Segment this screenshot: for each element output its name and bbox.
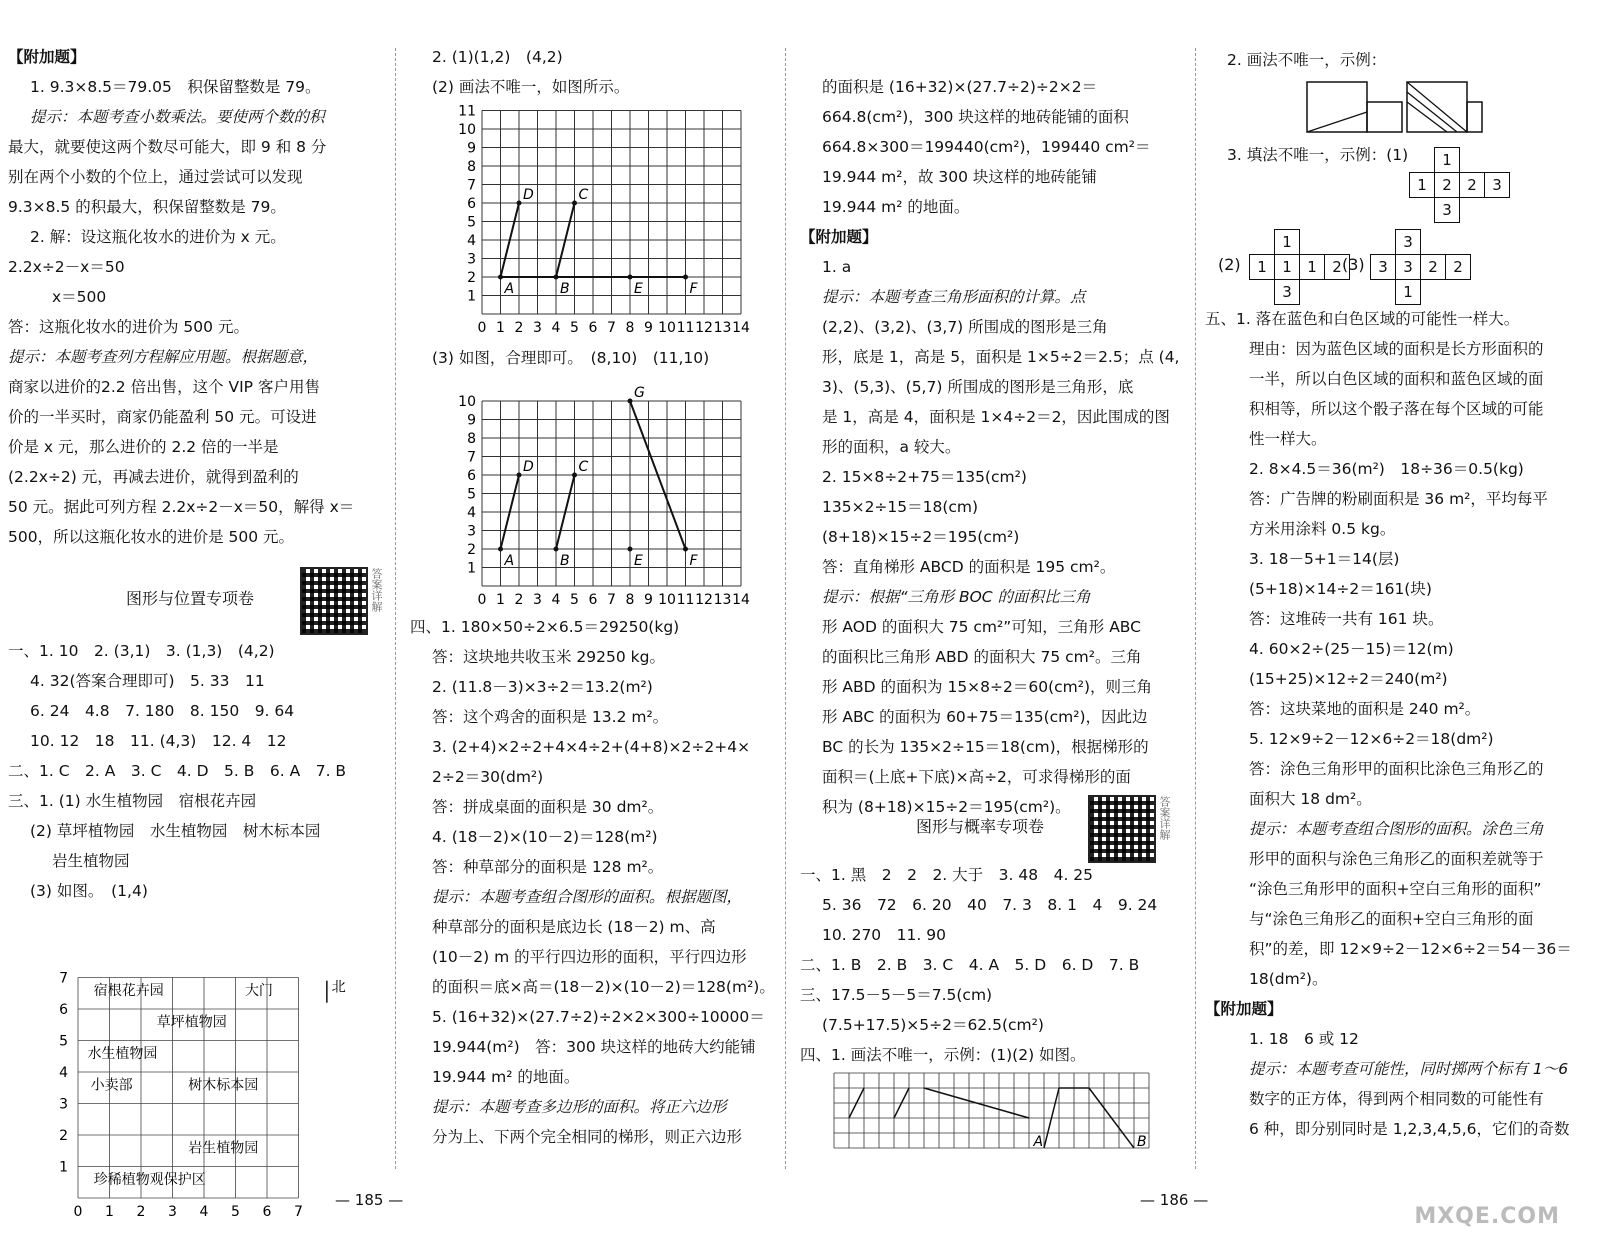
map-x-tick: 4 — [199, 1204, 209, 1220]
text-line: 2. 解：设这瓶化妆水的进价为 x 元。 — [30, 228, 286, 246]
page-number-text: 186 — [1159, 1191, 1189, 1209]
map-x-tick: 6 — [262, 1204, 272, 1220]
map-place-label: 珍稀植物观保护区 — [93, 1172, 206, 1189]
text-line: 面积大 18 dm²。 — [1249, 790, 1372, 808]
x-tick-label: 2 — [514, 320, 524, 336]
column-2b — [410, 612, 780, 1152]
col4-fill-heading: 3. 填法不唯一，示例：(1) — [1227, 146, 1409, 164]
text-line: (15+25)×12÷2＝240(m²) — [1249, 670, 1448, 688]
map-place-label: 树木标本园 — [188, 1077, 259, 1094]
map-y-tick: 2 — [59, 1128, 68, 1144]
text-line: 10. 270 11. 90 — [822, 926, 946, 944]
x-tick-label: 11 — [676, 592, 695, 608]
y-tick-label: 6 — [467, 468, 476, 484]
column-2 — [410, 42, 780, 102]
text-line: 提示：本题考查多边形的面积。将正六边形 — [432, 1098, 727, 1116]
text-line: 与“涂色三角形乙的面积+空白三角形的面 — [1249, 910, 1534, 928]
text-line: 3. (2+4)×2÷2+4×4÷2+(4+8)×2÷2+4× — [432, 738, 751, 756]
net-cell: 3 — [1484, 172, 1510, 198]
point-marker — [498, 547, 503, 552]
column-3b — [800, 860, 1190, 1070]
point-label: G — [634, 385, 645, 401]
text-line: 9.3×8.5 的积最大，积保留整数是 79。 — [8, 198, 286, 216]
text-line: 6. 24 4.8 7. 180 8. 150 9. 64 — [30, 702, 295, 720]
text-line: 商家以进价的2.2 倍出售，这个 VIP 客户用售 — [8, 378, 320, 396]
text-line: 5. 36 72 6. 20 40 7. 3 8. 1 4 9. 24 — [822, 896, 1158, 914]
x-tick-label: 3 — [533, 320, 542, 336]
text-line: 积”的差，即 12×9÷2－12×6÷2＝54－36＝ — [1249, 940, 1572, 958]
y-tick-label: 5 — [467, 486, 476, 503]
text-line: “涂色三角形甲的面积+空白三角形的面积” — [1249, 880, 1542, 898]
point-label: E — [634, 553, 643, 569]
text-line: 面积＝(上底+下底)×高÷2，可求得梯形的面 — [822, 768, 1131, 786]
text-line: 提示：本题考查三角形面积的计算。点 — [822, 288, 1086, 306]
column-1 — [8, 42, 390, 552]
net-cell: 2 — [1324, 254, 1350, 280]
text-line: 三、17.5－5－5＝7.5(cm) — [800, 986, 993, 1004]
net-cell: 2 — [1420, 254, 1446, 280]
text-line: 答：这堆砖一共有 161 块。 — [1249, 610, 1444, 628]
text-line: 二、1. C 2. A 3. C 4. D 5. B 6. A 7. B — [8, 762, 347, 780]
x-tick-label: 11 — [676, 320, 695, 336]
map-y-tick: 3 — [59, 1096, 68, 1113]
text-line: 的面积＝底×高＝(18－2)×(10－2)＝128(m²)。 — [432, 978, 775, 996]
net-cell: 3 — [1395, 254, 1421, 280]
text-line: 形 ABC 的面积为 60+75＝135(cm²)，因此边 — [822, 708, 1148, 726]
text-line: 答：涂色三角形甲的面积比涂色三角形乙的 — [1249, 760, 1544, 778]
text-line: 2. (11.8－3)×3÷2＝13.2(m²) — [432, 678, 653, 696]
map-x-tick: 7 — [294, 1204, 303, 1220]
point-label: B — [1137, 1134, 1147, 1150]
net-cell: 1 — [1274, 254, 1300, 280]
y-tick-label: 8 — [467, 431, 476, 447]
page-number-right: — 186 — — [1140, 1191, 1209, 1209]
map-x-tick: 5 — [231, 1204, 240, 1220]
net-cell: 2 — [1445, 254, 1471, 280]
map-x-tick: 2 — [136, 1204, 146, 1220]
text-line: 分为上、下两个完全相同的梯形，则正六边形 — [432, 1128, 743, 1146]
text-line: 2. (1)(1,2) (4,2) — [432, 48, 563, 66]
x-tick-label: 3 — [533, 592, 542, 608]
text-line: 答：拼成桌面的面积是 30 dm²。 — [432, 798, 664, 816]
text-line: 1. a — [822, 258, 852, 276]
text-line: 500，所以这瓶化妆水的进价是 500 元。 — [8, 528, 295, 546]
x-tick-label: 1 — [496, 592, 505, 608]
map-place-label: 岩生植物园 — [188, 1140, 259, 1157]
x-tick-label: 0 — [477, 592, 487, 608]
x-tick-label: 9 — [644, 320, 653, 336]
text-line: (2.2x÷2) 元，再减去进价，就得到盈利的 — [8, 468, 299, 486]
y-tick-label: 11 — [458, 103, 476, 120]
text-line: 2. 画法不唯一，示例： — [1227, 51, 1387, 69]
text-line: 理由：因为蓝色区域的面积是长方形面积的 — [1249, 340, 1544, 358]
text-line: 别在两个小数的个位上，通过尝试可以发现 — [8, 168, 303, 186]
text-line: 4. 32(答案合理即可) 5. 33 11 — [30, 672, 265, 690]
text-line: 积相等，所以这个骰子落在每个区域的可能 — [1249, 400, 1544, 418]
text-line: 4. 60×2÷(25－15)＝12(m) — [1249, 640, 1454, 658]
x-tick-label: 7 — [607, 592, 616, 608]
y-tick-label: 3 — [467, 523, 476, 540]
text-line: 一、1. 10 2. (3,1) 3. (1,3) (4,2) — [8, 642, 275, 660]
x-tick-label: 4 — [551, 320, 561, 336]
text-line: 50 元。据此可列方程 2.2x÷2－x＝50，解得 x＝ — [8, 498, 355, 516]
point-marker — [517, 201, 522, 206]
point-label: A — [1033, 1134, 1044, 1150]
x-tick-label: 13 — [713, 320, 732, 336]
qr-code — [300, 567, 368, 635]
text-line: 提示：根据“三角形 BOC 的面积比三角 — [822, 588, 1091, 606]
point-label: C — [578, 187, 589, 203]
map-y-tick: 6 — [59, 1002, 68, 1018]
map-y-tick: 1 — [59, 1159, 68, 1176]
text-line: 岩生植物园 — [52, 852, 130, 870]
column-4 — [1205, 45, 1590, 75]
net-cell: 2 — [1434, 172, 1460, 198]
text-line: 664.8(cm²)，300 块这样的地砖能铺的面积 — [822, 108, 1129, 126]
net-cell: 1 — [1434, 147, 1460, 173]
net-cell: 1 — [1395, 279, 1421, 305]
y-tick-label: 3 — [467, 251, 476, 268]
x-tick-label: 10 — [658, 320, 676, 336]
y-tick-label: 4 — [467, 505, 476, 521]
x-tick-label: 5 — [570, 592, 579, 608]
text-line: 提示：本题考查列方程解应用题。根据题意， — [8, 348, 319, 366]
text-line: 19.944 m²，故 300 块这样的地砖能铺 — [822, 168, 1097, 186]
text-line: 方米用涂料 0.5 kg。 — [1249, 520, 1396, 538]
text-line: 形，底是 1，高是 5，面积是 1×5÷2＝2.5；点 (4, — [822, 348, 1180, 366]
text-line: 数字的正方体，得到两个相同数的可能性有 — [1249, 1090, 1544, 1108]
point-label: F — [689, 281, 698, 297]
y-tick-label: 7 — [467, 449, 476, 466]
text-line: (10－2) m 的平行四边形的面积，平行四边形 — [432, 948, 747, 966]
text-line: 2÷2＝30(dm²) — [432, 768, 544, 786]
text-line: 提示：本题考查组合图形的面积。涂色三角 — [1249, 820, 1544, 838]
x-tick-label: 6 — [588, 592, 598, 608]
x-tick-label: 8 — [625, 592, 635, 608]
text-line: 6 种，即分别同时是 1,2,3,4,5,6，它们的奇数 — [1249, 1120, 1570, 1138]
net-cell: 2 — [1459, 172, 1485, 198]
text-line: 三、1. (1) 水生植物园 宿根花卉园 — [8, 792, 257, 810]
point-marker — [572, 473, 577, 478]
text-line: 形 ABD 的面积为 15×8÷2＝60(cm²)，则三角 — [822, 678, 1153, 696]
qr-tag: 答案详解 — [370, 568, 383, 612]
text-line: (5+18)×14÷2＝161(块) — [1249, 580, 1432, 598]
text-line: 四、1. 画法不唯一，示例：(1)(2) 如图。 — [800, 1046, 1086, 1064]
y-tick-label: 9 — [467, 140, 476, 157]
point-marker — [683, 547, 688, 552]
text-line: 是 1，高是 4，面积是 1×4÷2＝2，因此围成的图 — [822, 408, 1170, 426]
point-label: E — [634, 281, 643, 297]
x-tick-label: 14 — [732, 592, 750, 608]
text-line: 形的面积，a 较大。 — [822, 438, 961, 456]
map-x-tick: 0 — [73, 1204, 83, 1220]
text-line: 答：这块菜地的面积是 240 m²。 — [1249, 700, 1481, 718]
map-y-tick: 4 — [59, 1065, 68, 1081]
text-line: 答：种草部分的面积是 128 m²。 — [432, 858, 664, 876]
y-tick-label: 1 — [467, 560, 476, 577]
text-line: 积为 (8+18)×15÷2＝195(cm²)。 — [822, 798, 1071, 816]
text-line: 18(dm²)。 — [1249, 970, 1328, 988]
x-tick-label: 12 — [695, 320, 713, 336]
text-line: 1. 18 6 或 12 — [1249, 1030, 1359, 1048]
text-line: 135×2÷15＝18(cm) — [822, 498, 979, 516]
point-marker — [498, 275, 503, 280]
text-line: 提示：本题考查小数乘法。要使两个数的积 — [30, 108, 325, 126]
text-line: 4. (18－2)×(10－2)＝128(m²) — [432, 828, 658, 846]
point-marker — [683, 275, 688, 280]
map-place-label: 小卖部 — [90, 1077, 133, 1094]
qr-code — [1088, 795, 1156, 863]
rectangle-division-figure — [1305, 80, 1485, 140]
y-tick-label: 2 — [467, 542, 476, 558]
x-tick-label: 6 — [588, 320, 598, 336]
text-line: 四、1. 180×50÷2×6.5＝29250(kg) — [410, 618, 680, 636]
column-divider — [785, 48, 786, 1169]
map-place-label: 大门 — [244, 983, 273, 1000]
column-3 — [800, 72, 1190, 822]
text-line: 答：这块地共收玉米 29250 kg。 — [432, 648, 665, 666]
point-marker — [554, 275, 559, 280]
x-tick-label: 8 — [625, 320, 635, 336]
y-tick-label: 9 — [467, 412, 476, 429]
text-line: 【附加题】 — [1205, 1000, 1283, 1018]
y-tick-label: 10 — [458, 122, 476, 138]
x-tick-label: 14 — [732, 320, 750, 336]
text-line: 价的一半买时，商家仍能盈利 50 元。可设进 — [8, 408, 317, 426]
section-title-1: 图形与位置专项卷 — [125, 589, 254, 608]
text-line: x＝500 — [52, 288, 107, 306]
x-tick-label: 2 — [514, 592, 524, 608]
text-line: (2) 草坪植物园 水生植物园 树木标本园 — [30, 822, 321, 840]
y-tick-label: 2 — [467, 270, 476, 286]
page-number-text: 185 — [354, 1191, 384, 1209]
text-line: 2. 8×4.5＝36(m²) 18÷36＝0.5(kg) — [1249, 460, 1524, 478]
text-line: 2. 15×8÷2+75＝135(cm²) — [822, 468, 1027, 486]
park-map-figure — [50, 910, 350, 1230]
coordinate-grid-2 — [440, 384, 760, 609]
column-divider — [395, 48, 396, 1169]
net-cell: 1 — [1274, 229, 1300, 255]
y-tick-label: 4 — [467, 233, 476, 249]
text-line: 一半，所以白色区域的面积和蓝色区域的面 — [1249, 370, 1544, 388]
net-cell: 3 — [1434, 197, 1460, 223]
net-label: (3) — [1342, 255, 1365, 274]
x-tick-label: 5 — [570, 320, 579, 336]
text-line: 形甲的面积与涂色三角形乙的面积差就等于 — [1249, 850, 1544, 868]
point-label: A — [504, 553, 515, 569]
map-x-tick: 3 — [168, 1204, 177, 1220]
map-y-tick: 7 — [59, 970, 68, 987]
point-marker — [628, 275, 633, 280]
text-line: 种草部分的面积是底边长 (18－2) m、高 — [432, 918, 716, 936]
column-1b — [8, 636, 390, 906]
net-cell: 3 — [1395, 229, 1421, 255]
text-line: 【附加题】 — [8, 48, 86, 66]
net-cell: 1 — [1299, 254, 1325, 280]
x-tick-label: 10 — [658, 592, 676, 608]
y-tick-label: 5 — [467, 214, 476, 231]
text-line: (2) 画法不唯一，如图所示。 — [432, 78, 630, 96]
text-line: 2.2x÷2－x＝50 — [8, 258, 125, 276]
map-place-label: 水生植物园 — [87, 1046, 158, 1063]
text-line: 价是 x 元，那么进价的 2.2 倍的一半是 — [8, 438, 279, 456]
text-line: 5. (16+32)×(27.7÷2)÷2×2×300÷10000＝ — [432, 1008, 765, 1026]
x-tick-label: 9 — [644, 592, 653, 608]
y-tick-label: 7 — [467, 177, 476, 194]
column-divider — [1195, 48, 1196, 1169]
text-line: 19.944(m²) 答：300 块这样的地砖大约能铺 — [432, 1038, 756, 1056]
point-label: D — [523, 459, 534, 475]
x-tick-label: 4 — [551, 592, 561, 608]
text-line: 答：广告牌的粉刷面积是 36 m²，平均每平 — [1249, 490, 1548, 508]
text-line: 形 AOD 的面积大 75 cm²”可知，三角形 ABC — [822, 618, 1141, 636]
text-line: 答：这个鸡舍的面积是 13.2 m²。 — [432, 708, 669, 726]
x-tick-label: 0 — [477, 320, 487, 336]
point-label: B — [560, 553, 570, 569]
text-line: BC 的长为 135×2÷15＝18(cm)，根据梯形的 — [822, 738, 1149, 756]
text-line: 最大，就要使这两个数尽可能大，即 9 和 8 分 — [8, 138, 327, 156]
text-line: 的面积比三角形 ABD 的面积大 75 cm²。三角 — [822, 648, 1142, 666]
north-label: 北 — [331, 979, 346, 996]
y-tick-label: 6 — [467, 196, 476, 212]
net-cell: 3 — [1370, 254, 1396, 280]
map-place-label: 草坪植物园 — [156, 1014, 227, 1031]
point-marker — [517, 473, 522, 478]
text-line: 答：直角梯形 ABCD 的面积是 195 cm²。 — [822, 558, 1116, 576]
map-y-tick: 5 — [59, 1033, 68, 1050]
point-marker — [572, 201, 577, 206]
page-number-left: — 185 — — [335, 1191, 404, 1209]
point-label: B — [560, 281, 570, 297]
text-line: 的面积是 (16+32)×(27.7÷2)÷2×2＝ — [822, 78, 1098, 96]
col2-mid-text: (3) 如图，合理即可。 (8,10) (11,10) — [432, 349, 710, 367]
qr-tag: 答案详解 — [1158, 796, 1171, 840]
text-line: 3)、(5,3)、(5,7) 所围成的图形是三角形，底 — [822, 378, 1134, 396]
point-marker — [628, 399, 633, 404]
net-cell: 1 — [1249, 254, 1275, 280]
coordinate-grid-1 — [440, 103, 760, 337]
text-line: 提示：本题考查组合图形的面积。根据题图， — [432, 888, 743, 906]
point-label: D — [523, 187, 534, 203]
y-tick-label: 1 — [467, 288, 476, 305]
point-marker — [554, 547, 559, 552]
text-line: 10. 12 18 11. (4,3) 12. 4 12 — [30, 732, 287, 750]
point-label: F — [689, 553, 698, 569]
text-line: 五、1. 落在蓝色和白色区域的可能性一样大。 — [1205, 310, 1520, 328]
text-line: (3) 如图。 (1,4) — [30, 882, 148, 900]
text-line: 5. 12×9÷2－12×6÷2＝18(dm²) — [1249, 730, 1494, 748]
text-line: 19.944 m² 的地面。 — [432, 1068, 580, 1086]
x-tick-label: 12 — [695, 592, 713, 608]
column-4b — [1205, 304, 1590, 1144]
y-tick-label: 10 — [458, 394, 476, 410]
watermark: MXQE.COM — [1414, 1204, 1560, 1229]
net-cell: 1 — [1409, 172, 1435, 198]
text-line: 【附加题】 — [800, 228, 878, 246]
text-line: 答：这瓶化妆水的进价为 500 元。 — [8, 318, 249, 336]
text-line: (7.5+17.5)×5÷2＝62.5(cm²) — [822, 1016, 1044, 1034]
x-tick-label: 1 — [496, 320, 505, 336]
text-line: 二、1. B 2. B 3. C 4. A 5. D 6. D 7. B — [800, 956, 1140, 974]
text-line: (2,2)、(3,2)、(3,7) 所围成的图形是三角 — [822, 318, 1108, 336]
drawing-grid-figure — [832, 1070, 1162, 1160]
text-line: 性一样大。 — [1249, 430, 1327, 448]
text-line: 19.944 m² 的地面。 — [822, 198, 970, 216]
text-line: 1. 9.3×8.5＝79.05 积保留整数是 79。 — [30, 78, 321, 96]
text-line: 3. 18－5+1＝14(层) — [1249, 550, 1400, 568]
map-place-label: 宿根花卉园 — [93, 983, 164, 1000]
net-cell: 3 — [1274, 279, 1300, 305]
point-label: C — [578, 459, 589, 475]
x-tick-label: 7 — [607, 320, 616, 336]
map-x-tick: 1 — [105, 1204, 114, 1220]
y-tick-label: 8 — [467, 159, 476, 175]
text-line: (8+18)×15÷2＝195(cm²) — [822, 528, 1020, 546]
text-line: 提示：本题考查可能性，同时掷两个标有 1～6 — [1249, 1060, 1569, 1078]
text-line: 一、1. 黑 2 2 2. 大于 3. 48 4. 25 — [800, 866, 1094, 884]
x-tick-label: 13 — [713, 592, 732, 608]
point-label: A — [504, 281, 515, 297]
net-label: (2) — [1218, 255, 1241, 274]
point-marker — [628, 547, 633, 552]
text-line: 664.8×300＝199440(cm²)，199440 cm²＝ — [822, 138, 1151, 156]
section-title-2: 图形与概率专项卷 — [915, 817, 1044, 836]
